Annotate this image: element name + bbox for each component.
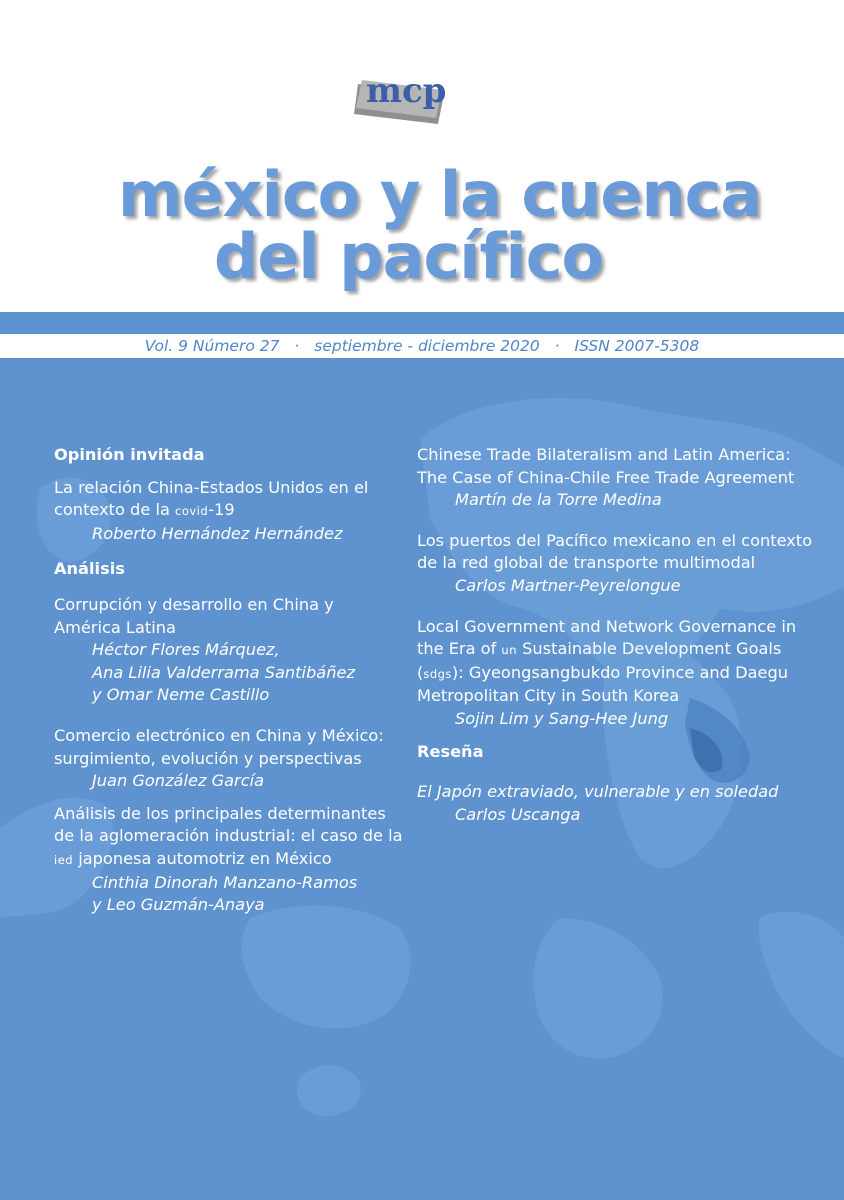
article-title (54, 477, 404, 523)
article-author: Carlos Uscanga (455, 804, 581, 824)
article-author: Cinthia Dinorah Manzano-Ramos (92, 872, 358, 892)
article-author: Héctor Flores Márquez, (92, 640, 280, 660)
section-heading-resena: Reseña (417, 741, 484, 761)
header-band (0, 312, 844, 334)
issue-volume: Vol. 9 Número 27 (144, 337, 280, 355)
toc-right-column (417, 444, 817, 826)
article-title-acronym: sdgs (423, 666, 452, 681)
article-title: Corrupción y desarrollo en China y América Latina (54, 594, 334, 637)
cover-header (0, 0, 844, 312)
issue-separator: · (294, 337, 300, 355)
article-title (54, 803, 404, 872)
article-title (417, 616, 817, 708)
article-title: Chinese Trade Bilateralism and Latin America: The Case of China-Chile Free Trade Agreement (417, 445, 795, 487)
toc-article[interactable] (54, 477, 404, 546)
issue-separator: · (554, 337, 560, 355)
article-title-acronym: un (501, 643, 517, 658)
article-title-text: -19 (208, 500, 235, 520)
toc-article[interactable] (417, 530, 817, 598)
article-author: y Leo Guzmán-Anaya (92, 895, 265, 915)
logo-lettering: mcp (366, 71, 447, 111)
article-title-text: Análisis de los principales determinantes de la aglomeración industrial: el caso de la (54, 803, 403, 846)
article-title: El Japón extraviado, vulnerable y en soledad (417, 782, 779, 802)
section-heading-opinion: Opinión invitada (54, 445, 205, 464)
article-title-acronym: covid (175, 504, 209, 519)
article-author: Sojin Lim y Sang-Hee Jung (455, 708, 669, 728)
article-author: y Omar Neme Castillo (92, 685, 270, 705)
journal-title-line1: méxico y la cuenca (118, 158, 762, 231)
toc-left-column (54, 444, 404, 917)
article-title-acronym: ied (54, 852, 74, 867)
toc-article[interactable] (417, 616, 817, 731)
issue-issn: ISSN 2007-5308 (574, 337, 700, 355)
article-author: Juan González García (92, 771, 265, 791)
issue-period: septiembre - diciembre 2020 (314, 337, 540, 355)
article-title: Los puertos del Pacífico mexicano en el contexto de la red global de transporte multimodal (417, 530, 813, 573)
toc-article[interactable] (417, 444, 817, 512)
article-title-text: ): Gyeongsangbukdo Province and Daegu Metropolitan City in South Korea (417, 662, 788, 706)
article-title-text: Sustainable Development Goals ( (417, 639, 782, 682)
toc-article[interactable] (54, 725, 404, 793)
issue-info (0, 334, 844, 358)
article-author: Ana Lilia Valderrama Santibáñez (92, 662, 355, 682)
toc-article[interactable] (417, 781, 817, 826)
article-title-text: Local Government and Network Governance in the Era of (417, 616, 797, 659)
article-author: Martín de la Torre Medina (455, 490, 662, 510)
toc-article[interactable] (54, 803, 404, 917)
article-author: Roberto Hernández Hernández (92, 523, 343, 543)
article-author: Carlos Martner-Peyrelongue (455, 575, 681, 595)
section-heading-analisis: Análisis (54, 559, 125, 579)
article-title: Comercio electrónico en China y México: surgimiento, evolución y perspectivas (54, 725, 384, 768)
journal-logo (352, 62, 448, 128)
journal-title-line2: del pacífico (214, 220, 604, 293)
article-title-text: japonesa automotriz en México (73, 848, 332, 868)
toc-article[interactable] (54, 594, 404, 707)
article-title-text: La relación China-Estados Unidos en el contexto de la (54, 477, 369, 520)
